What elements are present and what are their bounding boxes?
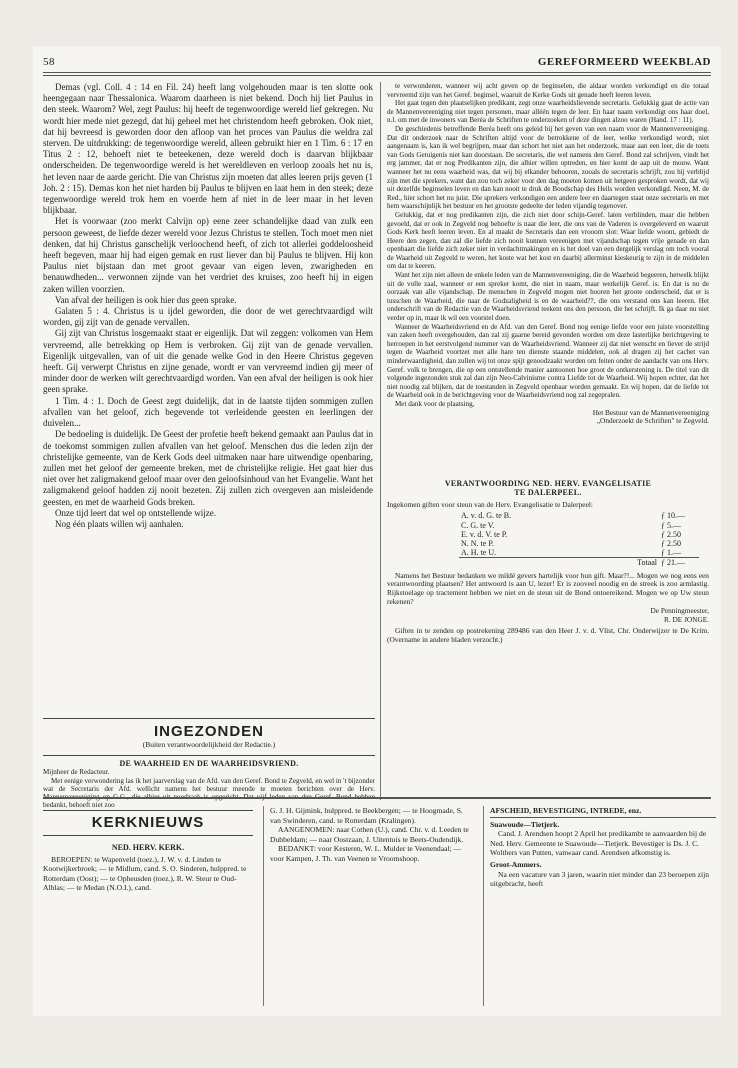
right-paragraph: Want het zijn niet alleen de enkele leden van de Mannenvereeniging, die de Waarheid begeeren, hetwelk blijkt uit de volle zaal, wanneer er een spreker komt, die niet in naam, maar werkelijk Geref. is. En dat is nu de oorzaak van alle vijandschap. De menschen in Zegveld mogen niet hooren het groote onderscheid, dat er is tusschen de Waarheid, die naar de Godzaligheid is en de waarheid??, die ons verstand ons kan leeren. Het onderschrift van de Redactie van de Waarheidsvriend teekent ons den persoon, die het schrijft. Ik ga daar nu niet verder op in, maar ik wil een voorstel doen. (387, 271, 709, 323)
verantwoording-title-1: VERANTWOORDING NED. HERV. EVANGELISATIE (444, 479, 652, 488)
giver-name: N. N. te P. (461, 539, 494, 548)
right-paragraph: De geschiedenis betreffende Beréa heeft ons geleid bij het geven van een naam voor de Mannenvereeniging. Dat dit onderzoek naar de Schriften altijd voor de betrokkene of de leer, welke verkondigd wordt, niet aangenaam is, kan ik wel begrijpen, maar dan schort het niet aan het onderzoek, maar aan een leer, die de toets van Gods Getuigenis niet kan doorstaan. De secretaris, die wel namens den Geref. Bond zal schrijven, vindt het erg jammer, dat er nog Predikanten zijn, die alhier willen optreden, en hier komt de aap uit de mouw. Want wanneer het nu eens waarheid was, dat wij bij elkander behooren, zooals de secretaris schrijft, zou hij verblijd zijn met die sprekers, want dan zou toch zeker voor den dag moeten komen uit hetgeen gesproken wordt, dat wij uit dezelfde beginselen leven en dan kan nooit te druk de Boodschap des Heils worden verkondigd. Neen, M. de Red., hier schort het nu juist. Die sprekers verkondigen een andere leer en daartegen staat onze secretaris en met hem waarschijnlijk het bestuur en het grootste gedeelte der leden vijandig tegenover. (387, 124, 709, 211)
ingezonden-subtitle: (Buiten verantwoordelijkheid der Redactie.) (142, 740, 276, 749)
verantwoording-title-2: TE DALERPEEL. (514, 487, 582, 497)
verantwoording-footer: Giften in te zenden op postrekening 289486 van den Heer J. v. d. Vlist, Chr. Onderwijzer te De Krim. (Overname in andere bladen verzocht.) (387, 626, 709, 645)
total-label: Totaal (459, 558, 659, 568)
page-header (43, 56, 711, 70)
ingezonden-letter (43, 759, 375, 810)
header-rule (43, 72, 711, 73)
table-row (459, 521, 699, 530)
giver-name: A. v. d. G. te B. (461, 511, 512, 521)
right-paragraph: Met dank voor de plaatsing, (395, 399, 475, 408)
right-paragraph: Het gaat tegen den plaatselijken predikant, zegt onze waarheidslievende secretaris. Gelukkig gaat de actie van de Mannenvereeniging niet tegen personen, maar alléén tegen de leer. En haar naam verkondigt ons haar doel, n.l. om met de inwoners van Beréa de Schriften te onderzoeken of deze dingen alzoo waren (Hand. 17 : 11). (387, 99, 709, 125)
left-paragraph: Het is voorwaar (zoo merkt Calvijn op) eene zeer schandelijke daad van zulk een persoon geweest, de liefde dezer wereld voor Jezus Christus te stellen. Toch moet men niet denken, dat hij Christus ganschelijk verloochend heeft, of zich tot allerlei goddeloosheid heeft begeven, maar hij had eigen gemak en rust liever dan bij Paulus te blijven. Hij kon Paulus niet bijstaan dan met groot gevaar van eigen leven, zwarigheden en benauwdheden... verwonnen zijnde van het verdriet des kruises, zoo heeft hij in eigen zaken willen voorzien. (43, 216, 373, 294)
newspaper-page (33, 46, 721, 1016)
left-paragraph: Galaten 5 : 4. Christus is u ijdel geworden, die door de wet gerechtvaardigd wilt worden, gij zijt van de genade vervallen. (43, 306, 373, 328)
signature-line-2: „Onderzoekt de Schriften" te Zegveld. (596, 416, 709, 426)
signature-line-1: Het Bestuur van de Mannenvereeniging (592, 407, 709, 417)
letter-body: Met eenige verwondering las ik het jaarverslag van de Afd. van den Geref. Bond te Zegveld, en wel in 't bijzonder wat de Secretaris der Afd. wellicht namens het bestuur meende te moeten berichten over de Herv. Mannenvereeniging op G.G., die alhier uit noodzaak is opgericht. Dat vijf leden van den Geref. Bond hebben bedankt, behoeft niet zoo (43, 776, 375, 810)
table-row (459, 539, 699, 548)
left-paragraph: Gij zijt van Christus losgemaakt staat er eigenlijk. Dat wil zeggen: volkomen van Hem vervreemd, alle betrekking op Hem is verbroken. Gij zijt van de genade vervallen. Eigenlijk uitgevallen, van of uit die genade welke God in den Heere Christus gegeven heeft. Gij verwerpt Christus en zijne genade, wordt er van vervreemd indien gij meer of minder door de werken wilt gerechtvaardigd worden. Van een afval der heiligen is ook hier geen sprake. (43, 328, 373, 395)
right-article (387, 82, 709, 474)
kerknieuws-box (43, 810, 253, 836)
table-row (459, 530, 699, 539)
right-paragraph: te verwonderen, wanneer wij acht geven op de beginselen, die aldaar worden verkondigd en die totaal vervreemd zijn van het Geref. beginsel, waaruit de Kerke Gods uit genade heeft leeren leven. (387, 82, 709, 99)
kerknieuws-aangenomen: AANGENOMEN: naar Cothen (U.), cand. Chr. v. d. Leeden te Dubbeldam; — naar Oostzaan, J. Uitentuis te Beets-Oudendijk. (270, 825, 469, 844)
kerknieuws-section: NED. HERV. KERK. (111, 843, 185, 852)
left-paragraph: Nog één plaats willen wij aanhalen. (55, 518, 184, 529)
kerknieuws-text: BEROEPEN: te Wapenveld (toez.), J. W. v. d. Linden te Kootwijkerbroek; — te Midlum, cand. S. O. Sinderen, hulppred. te Rotterdam (Oost); — te Opheusden (toez.), R. W. Steur te Oud-Alblas; — te Medan (N.O.I.), cand. (43, 854, 247, 893)
letter-salutation: Mijnheer de Redacteur. (43, 768, 110, 777)
afscheid-col (483, 806, 716, 1006)
kerknieuws-bedankt: BEDANKT: voor Kesteren, W. L. Mulder te Veenendaal; — voor Kampen, J. Th. van Veenen te Vroomshoop. (270, 844, 462, 863)
giften-table (459, 511, 699, 567)
kerknieuws-title: KERKNIEUWS (91, 814, 205, 831)
afscheid-text-2: Na een vacature van 3 jaren, waarin niet minder dan 23 beroepen zijn uitgebracht, heeft (490, 869, 710, 889)
kerknieuws-col-1 (43, 840, 253, 1010)
verantwoording-thanks: Namens het Bestuur bedanken we mildé gevers hartelijk voor hun gift. Maar?!... Mogen we nog eens een verantwoording plaatsen? Het antwoord is aan U, lezer! Er is zooveel noodig en de streek is zoo armlastig. Rijkstoelage op tractement hebben we niet en de steun uit de Bond ontoereikend. Mogen we op Uw steun rekenen? (387, 570, 709, 606)
left-paragraph: 1 Tim. 4 : 1. Doch de Geest zegt duidelijk, dat in de laatste tijden sommigen zullen afvallen van het geloof, zich begevende tot verleidende geesten en leerlingen der duivelen... (43, 395, 373, 429)
left-paragraph: Onze tijd leert dat wel op ontstellende wijze. (55, 507, 216, 518)
header-rule-2 (43, 75, 711, 76)
table-row (459, 548, 699, 558)
kerknieuws-col-2 (263, 806, 474, 1006)
letter-title: DE WAARHEID EN DE WAARHEIDSVRIEND. (119, 759, 299, 768)
gift-amount: ƒ 10.— (661, 511, 685, 521)
verantwoording-section (387, 480, 709, 798)
afscheid-title: AFSCHEID, BEVESTIGING, INTREDE, enz. (490, 806, 716, 818)
right-paragraph: Wanneer de Waarheidsvriend en de Afd. van den Geref. Bond nog eenige liefde voor een juiste voorstelling van zaken heeft overgehouden, dan zal zij gaarne bereid gevonden worden om deze lasterlijke berichtgeving te herroepen in het eerstvolgend nummer van de Waarheidsvriend. Wanneer zij dat niet wenscht en liever de strijd tegen de Waarheid voortzet met alle hare ten dienste staande middelen, ook al dragen zij het cachet van minderwaardigheid, dan zullen wij tot onze spijt genoodzaakt worden om feiten onder de aandacht van ons Herv. Geref. volk te brengen, die op een ontstellende manier aantoonen hoe groot de ontkerstening is. De titel van dit volgende ingezonden stuk zal dan zijn Neo-Calvinisme contra Liefde tot de Waarheid. Wij hopen echter, dat het niet noodig zal blijken, dat de toestanden in Zegveld openbaar worden gemaakt. En wij hopen, dat de liefde tot de Waarheid ook in de berichtgeving voor de Waarheidsvriend nog zal zegepralen. (387, 322, 709, 400)
giver-name: A. H. te U. (461, 548, 497, 558)
gift-amount: ƒ 2.50 (661, 539, 681, 548)
gift-amount: ƒ 1.— (661, 548, 681, 558)
left-paragraph: Van afval der heiligen is ook hier dus geen sprake. (55, 294, 237, 305)
publication-title: GEREFORMEERD WEEKBLAD (537, 56, 711, 68)
afscheid-text-1: Cand. J. Arendsen hoopt 2 April het predikambt te aanvaarden bij de Ned. Herv. Gemeente te Suawoude—Tietjerk. Bevestiger is Ds. J. C. Wolthers van Putten, vanwaar cand. Arendsen afkomstig is. (490, 829, 707, 858)
verantwoording-intro: Ingekomen giften voor steun van de Herv. Evangelisatie te Dalerpeel: (387, 499, 593, 509)
left-paragraph: De bedoeling is duidelijk. De Geest der profetie heeft bekend gemaakt aan Paulus dat in de toekomst sommigen zullen afvallen van het geloof. Menschen dus die leden zijn der christelijke gemeente, van de Kerk Gods deel uitmaken naar hare uitwendige openbaring, zullen met het geloof der gemeente breken, met de christelijke religie. Het gaat hier dus niet over het zaligmakend geloof maar over den geloofsinhoud van het Evangelie. Want het zaligmakend geloof hadden zij nooit bezeten. Zij zullen zich overgeven aan misleidende geesten, en met de waarheid Gods breken. (43, 429, 373, 507)
treasurer-label: De Penningmeester, (650, 605, 709, 615)
total-amount: ƒ 21.— (659, 558, 699, 568)
afscheid-sub-2: Groot-Ammers. (490, 859, 542, 869)
ingezonden-box (43, 718, 375, 756)
afscheid-sub-1: Suawoude—Tietjerk. (490, 819, 560, 829)
section-divider (43, 797, 711, 799)
gift-amount: ƒ 2.50 (661, 529, 681, 539)
right-paragraph: Gelukkig, dat er nog predikanten zijn, die zich niet door schijn-Geref. laten verblinden, maar die hebben gevoeld, dat er ook in Zegveld nog behoefte is naar die leer, die ons van de Vaderen is overgeleverd en waaruit Gods Kerk heeft leeren leven. En al maakt de Secretaris dan een vrooom slot: Waar liefde woont, gebiedt de Heere den zegen, dan zal die liefde zich nooit kunnen vereenigen met vijandschap tegen vrije genade en dan openbaart die liefde zich zeker niet in verdachtmakingen en is het doel van een dergelijk verslag om toch vooral de Waarheid uit Zegveld te weren, het koste wat het kost en daarbij allerminst kieskeurig te zijn in de middelen om dat te keeren. (387, 210, 709, 271)
left-article (43, 82, 373, 712)
kerknieuws-text: G. J. H. Gijmink, hulppred. te Beekbergen; — te Hoogmade, S. van Swinderen, cand. te Rotterdam (Kralingen). (270, 806, 463, 825)
total-row (459, 558, 699, 568)
gift-amount: ƒ 5.— (661, 520, 681, 530)
column-divider (380, 82, 381, 800)
treasurer-name: R. DE JONGE. (664, 614, 709, 624)
giver-name: C. G. te V. (461, 520, 495, 530)
ingezonden-title: INGEZONDEN (153, 723, 264, 740)
left-paragraph: Demas (vgl. Coll. 4 : 14 en Fil. 24) heeft lang volgehouden maar is ten slotte ook heengegaan naar Thessalonica. Waarom daarheen is niet bekend. Doch hij liet Paulus in den steek. Waarom? Wel, zegt Paulus: hij heeft de tegenwoordige wereld lief gekregen. Nu wordt hier mede niet gezegd, dat hij geheel met het christendom heeft gebroken. Ook niet, dat hij bevreesd is geworden door den afloop van het proces van Paulus die weldra zal sterven. De uitdrukking: de tegenwoordige wereld, alleen gebruikt hier en 1 Tim. 6 : 17 en Titus 2 : 12, behoeft niet te beteekenen, deze wereld doch is daarvan blijkbaar onderscheiden. De tegenwoordige wereld is het wereldleven en verloop zooals het nu is, het leven naar de aarde gericht. Die van Christus zijn moeten dat alles leeren prijs geven (1 Joh. 2 : 15). Demas kon het niet harden bij Paulus te blijven en laat hem in den steek; deze tegenwoordige wereld trok hem en voerde hem af niet in de leer maar in het leven blijkbaar. (43, 82, 373, 216)
page-number: 58 (43, 56, 55, 68)
table-row (459, 511, 699, 520)
giver-name: E. v. d. V. te P. (461, 529, 508, 539)
